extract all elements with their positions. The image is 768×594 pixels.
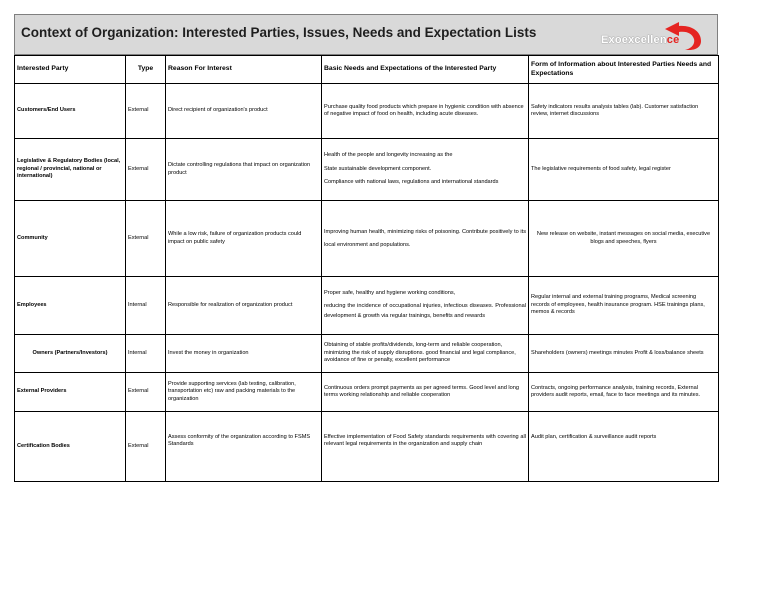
table-row	[15, 277, 719, 335]
info-cell	[529, 412, 719, 482]
party-cell: Customers/End Users	[15, 84, 126, 139]
info-cell: New release on website, instant messages on social media, executive blogs and speeches, flyers	[529, 201, 719, 277]
reason-cell: Responsible for realization of organization product	[166, 277, 322, 335]
party-cell: Legislative & Regulatory Bodies (local, regional / provincial, national or international)	[15, 139, 126, 201]
logo-text-part2: ce	[666, 34, 680, 46]
interested-parties-table	[14, 55, 719, 482]
needs-cell	[322, 412, 529, 482]
info-cell: Contracts, ongoing performance analysis, training records, External providers audit reports, email, face to face meetings and its minutes.	[529, 373, 719, 412]
table-row	[15, 139, 719, 201]
info-cell: Shareholders (owners) meetings minutes Profit & loss/balance sheets	[529, 335, 719, 373]
reason-cell: Direct recipient of organization's product	[166, 84, 322, 139]
needs-text: Improving human health, minimizing risks of poisoning. Contribute positively to its local environment and populations.	[324, 228, 526, 248]
party-cell: Community	[15, 201, 126, 277]
type-cell: Internal	[126, 335, 166, 373]
type-cell: External	[126, 139, 166, 201]
needs-line: reducing the incidence of occupational injuries, infectious diseases. Professional development & growth via regular trainings, benefits and rewards	[324, 303, 526, 320]
reason-cell: Provide supporting services (lab testing, calibration, transportation etc) raw and packing materials to the organization	[166, 373, 322, 412]
table-row	[15, 373, 719, 412]
type-cell: External	[126, 412, 166, 482]
type-cell: External	[126, 201, 166, 277]
needs-line: Compliance with national laws, regulations and international standards	[324, 179, 499, 186]
needs-line: Health of the people and longevity increasing as the	[324, 152, 453, 159]
party-cell: External Providers	[15, 373, 126, 412]
header-needs: Basic Needs and Expectations of the Interested Party	[322, 56, 529, 84]
reason-cell: While a low risk, failure of organization products could impact on public safety	[166, 201, 322, 277]
reason-text: Assess conformity of the organization according to FSMS Standards	[168, 434, 311, 448]
table-row	[15, 335, 719, 373]
type-cell: External	[126, 373, 166, 412]
reason-cell: Invest the money in organization	[166, 335, 322, 373]
document	[14, 14, 718, 482]
header-interested-party: Interested Party	[15, 56, 126, 84]
needs-line: State sustainable development component.	[324, 165, 432, 172]
info-text: Audit plan, certification & surveillance audit reports	[531, 434, 657, 440]
party-cell: Employees	[15, 277, 126, 335]
header-info-form: Form of Information about Interested Parties Needs and Expectations	[529, 56, 719, 84]
needs-cell	[322, 373, 529, 412]
party-cell: Certification Bodies	[15, 412, 126, 482]
logo-text-part1: Exoexcellen	[601, 34, 667, 46]
needs-text: Effective implementation of Food Safety standards requirements with covering all relevant legal requirements in the organization and supply chain	[324, 434, 526, 448]
needs-text: Continuous orders prompt payments as per agreed terms. Good level and long terms working relationship and reliable cooperation	[324, 384, 519, 398]
table-row	[15, 412, 719, 482]
table-row	[15, 201, 719, 277]
needs-cell	[322, 277, 529, 335]
needs-cell	[322, 335, 529, 373]
table-header-row	[15, 56, 719, 84]
type-cell: External	[126, 84, 166, 139]
type-cell: Internal	[126, 277, 166, 335]
exoexcellence-logo	[599, 21, 703, 51]
header-type: Type	[126, 56, 166, 84]
header-reason: Reason For Interest	[166, 56, 322, 84]
party-cell: Owners (Partners/Investors)	[15, 335, 126, 373]
info-cell: The legislative requirements of food safety, legal register	[529, 139, 719, 201]
needs-text: Purchase quality food products which prepare in hygienic condition with absence of negative impact of food on health, including acute diseases.	[324, 103, 524, 117]
needs-line: Proper safe, healthy and hygiene working conditions,	[324, 289, 456, 296]
table-row	[15, 84, 719, 139]
needs-cell	[322, 201, 529, 277]
info-cell: Regular internal and external training programs, Medical screening records of employees, health insurance program. HSE trainings plans, memos & records	[529, 277, 719, 335]
reason-cell: Dictate controlling regulations that impact on organization product	[166, 139, 322, 201]
reason-cell	[166, 412, 322, 482]
needs-text: Obtaining of stable profits/dividends, long-term and reliable cooperation, minimizing the risk of supply disruptions. good financial and legal compliance, avoidance of fine or penalty, excellent performance	[324, 342, 516, 364]
needs-cell	[322, 139, 529, 201]
title-bar	[14, 14, 718, 55]
logo-text	[601, 34, 679, 46]
page-title: Context of Organization: Interested Parties, Issues, Needs and Expectation Lists	[21, 25, 537, 40]
needs-cell	[322, 84, 529, 139]
info-cell: Safety indicators results analysis tables (lab). Customer satisfaction review, internet discussions	[529, 84, 719, 139]
